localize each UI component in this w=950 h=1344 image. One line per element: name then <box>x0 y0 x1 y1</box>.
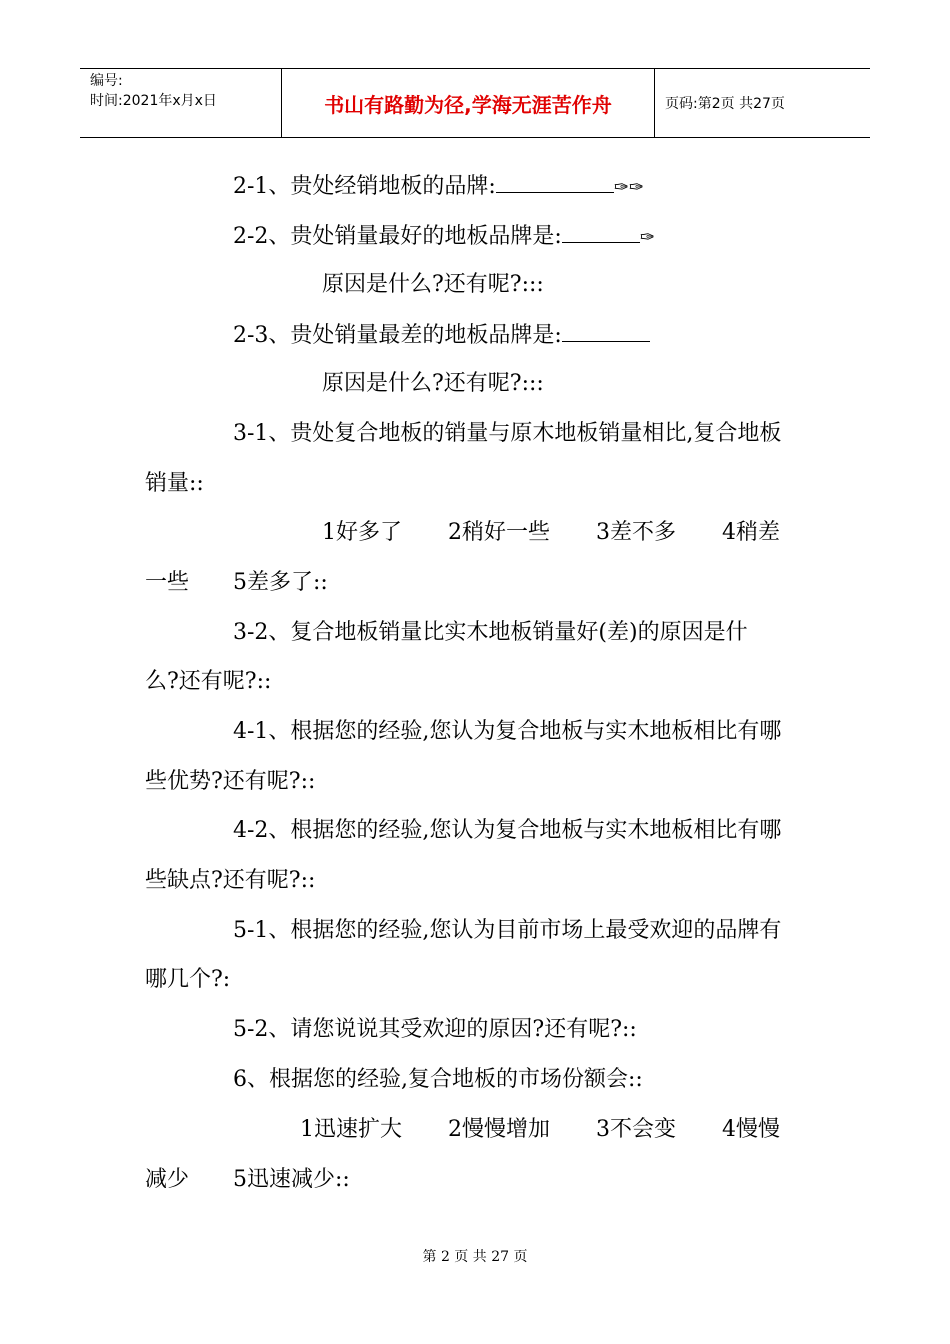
question-4-1-cont: 些优势?还有呢?:: <box>145 769 316 794</box>
question-6: 6、根据您的经验,复合地板的市场份额会:: <box>233 1067 643 1092</box>
question-2-2-text: 2-2、贵处销量最好的地板品牌是: <box>233 224 562 249</box>
question-5-1-cont: 哪几个?: <box>145 967 231 992</box>
option-4-cont: 一些 <box>145 570 190 595</box>
question-3-1-cont: 销量:: <box>145 471 204 496</box>
option-1: 1好多了 <box>322 520 402 545</box>
header-meta <box>80 69 282 137</box>
question-2-3 <box>233 321 650 350</box>
question-4-2-cont: 些缺点?还有呢?:: <box>145 868 316 893</box>
pen-symbol-icon: ✑ <box>639 227 655 248</box>
option-1: 1迅速扩大 <box>300 1117 402 1142</box>
reason-prompt-1: 原因是什么?还有呢?::: <box>322 272 544 297</box>
header-page-info: 页码:第2页 共27页 <box>665 96 785 112</box>
question-3-1: 3-1、贵处复合地板的销量与原木地板销量相比,复合地板 <box>233 421 782 446</box>
question-4-1: 4-1、根据您的经验,您认为复合地板与实木地板相比有哪 <box>233 719 782 744</box>
options-3-1 <box>322 519 780 547</box>
page-footer: 第 2 页 共 27 页 <box>422 1249 528 1265</box>
options-3-1-cont <box>145 569 328 597</box>
option-4: 4慢慢 <box>722 1117 780 1142</box>
answer-blank <box>496 172 614 193</box>
question-3-2: 3-2、复合地板销量比实木地板销量好(差)的原因是什 <box>233 620 748 645</box>
page-header <box>80 68 870 138</box>
options-6 <box>300 1116 780 1144</box>
header-motto: 书山有路勤为径,学海无涯苦作舟 <box>282 69 655 137</box>
option-2: 2稍好一些 <box>448 520 550 545</box>
question-2-1-text: 2-1、贵处经销地板的品牌: <box>233 174 496 199</box>
options-6-cont <box>145 1166 350 1194</box>
number-label: 编号: <box>90 73 123 89</box>
time-label: 时间:2021年x月x日 <box>90 93 217 109</box>
option-5: 5差多了:: <box>233 570 328 595</box>
question-5-1: 5-1、根据您的经验,您认为目前市场上最受欢迎的品牌有 <box>233 918 782 943</box>
question-2-2 <box>233 222 655 252</box>
question-2-3-text: 2-3、贵处销量最差的地板品牌是: <box>233 323 562 348</box>
answer-blank <box>562 222 640 243</box>
option-4: 4稍差 <box>722 520 780 545</box>
pen-symbol-icon: ✑✑ <box>613 177 645 198</box>
question-4-2: 4-2、根据您的经验,您认为复合地板与实木地板相比有哪 <box>233 818 782 843</box>
option-5: 5迅速减少:: <box>233 1167 350 1192</box>
question-2-1 <box>233 172 644 202</box>
question-3-2-cont: 么?还有呢?:: <box>145 669 272 694</box>
option-3: 3差不多 <box>596 520 676 545</box>
option-3: 3不会变 <box>596 1117 676 1142</box>
option-4-cont: 减少 <box>145 1167 190 1192</box>
question-5-2: 5-2、请您说说其受欢迎的原因?还有呢?:: <box>233 1017 637 1042</box>
option-2: 2慢慢增加 <box>448 1117 550 1142</box>
answer-blank <box>562 321 650 342</box>
reason-prompt-2: 原因是什么?还有呢?::: <box>322 371 544 396</box>
